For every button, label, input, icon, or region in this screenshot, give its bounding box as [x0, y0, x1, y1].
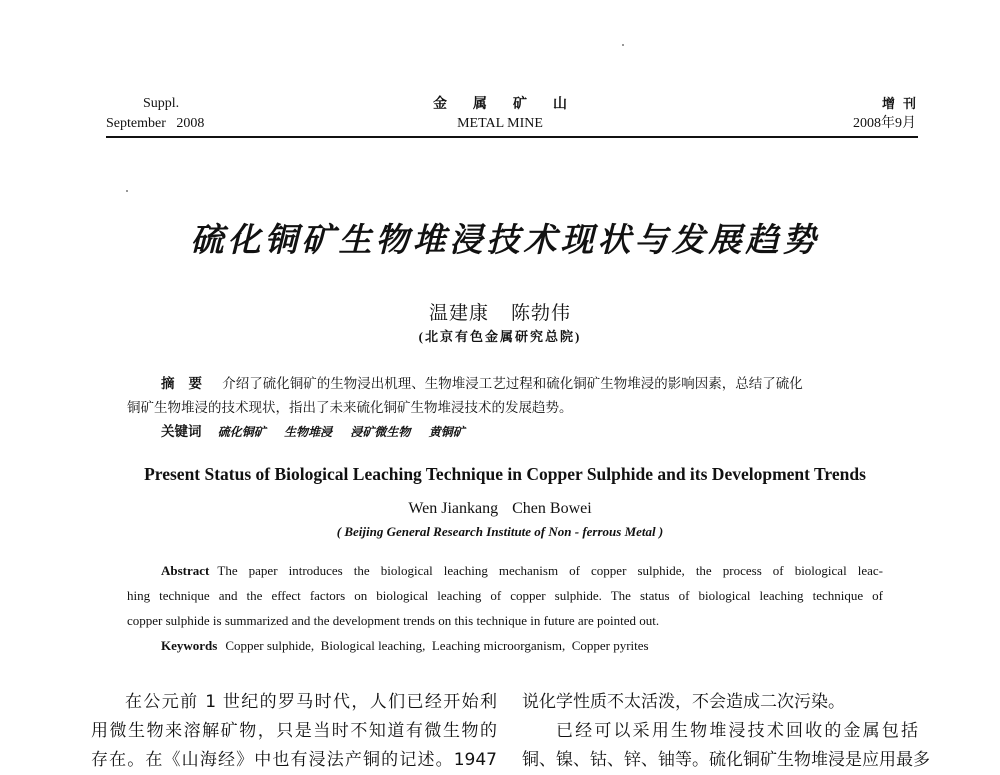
- abstract-en-label: Abstract: [161, 563, 210, 578]
- header-rule: [106, 136, 918, 138]
- keyword-cn: 黄铜矿: [428, 425, 465, 439]
- journal-name-cn: 金属矿山: [433, 96, 593, 112]
- keyword-cn: 浸矿微生物: [350, 425, 411, 439]
- body-line: 在公元前 1 世纪的罗马时代，人们已经开始利: [125, 692, 497, 712]
- article-title-cn: 硫化铜矿生物堆浸技术现状与发展趋势: [190, 220, 820, 259]
- keywords-en-label: Keywords: [161, 638, 218, 653]
- header-date: September 2008: [106, 116, 205, 131]
- header-supplement-cn: 增刊: [881, 96, 924, 111]
- body-line: 存在。在《山海经》中也有浸法产铜的记述。1947: [91, 750, 497, 770]
- abstract-cn-line: 铜矿生物堆浸的技术现状，指出了未来硫化铜矿生物堆浸技术的发展趋势。: [127, 400, 573, 416]
- abstract-en-line: Abstract The paper introduces the biological leaching mechanism of copper sulphide, the process of biological leac-: [161, 563, 883, 578]
- keyword-cn: 硫化铜矿: [217, 425, 266, 439]
- header-supplement: Suppl.: [143, 96, 180, 111]
- body-column-right: [522, 688, 930, 775]
- header-journal: [400, 94, 600, 134]
- body-column-left: [91, 688, 497, 775]
- header-right: [760, 94, 924, 134]
- abstract-cn-line: 介绍了硫化铜矿的生物浸出机理、生物堆浸工艺过程和硫化铜矿生物堆浸的影响因素，总结了硫化: [222, 376, 803, 392]
- keywords-cn: [127, 420, 887, 444]
- author-cn: 陈勃伟: [511, 303, 572, 324]
- affiliation-en: ( Beijing General Research Institute of Non - ferrous Metal ): [336, 524, 664, 539]
- article-title-en: Present Status of Biological Leaching Technique in Copper Sulphide and its Development Trends: [144, 464, 866, 484]
- keywords-en-text: Copper sulphide, Biological leaching, Leaching microorganism, Copper pyrites: [225, 638, 649, 653]
- authors-cn: [380, 298, 620, 325]
- abstract-en-line: copper sulphide is summarized and the development trends on this technique in future are pointed out.: [127, 613, 660, 628]
- keyword-cn: 生物堆浸: [284, 425, 333, 439]
- scan-speck: [622, 44, 624, 46]
- body-line: 用微生物来溶解矿物，只是当时不知道有微生物的: [91, 721, 497, 741]
- author-en: Chen Bowei: [512, 500, 592, 517]
- body-line: 说化学性质不太活泼，不会造成二次污染。: [522, 692, 845, 712]
- body-line: 已经可以采用生物堆浸技术回收的金属包括: [556, 721, 918, 741]
- body-line: 铜、镍、钴、锌、铀等。硫化铜矿生物堆浸是应用最多: [522, 750, 930, 770]
- keywords-cn-label: 关键词: [161, 424, 202, 440]
- scan-speck: [126, 190, 128, 192]
- header-date-cn: 2008年9月: [853, 116, 916, 131]
- abstract-cn: [127, 372, 887, 444]
- abstract-cn-label: 摘要: [161, 376, 216, 392]
- affiliation-cn: (北京有色金属研究总院): [418, 329, 582, 344]
- header-left: [106, 94, 266, 134]
- abstract-en: [127, 558, 883, 658]
- abstract-en-line: hing technique and the effect factors on biological leaching of copper sulphide. The status of biological leaching technique of: [127, 588, 883, 603]
- keywords-en: [127, 633, 883, 658]
- author-cn: 温建康: [428, 303, 489, 324]
- authors-en: [350, 500, 650, 518]
- journal-name-en: METAL MINE: [457, 116, 543, 131]
- author-en: Wen Jiankang: [408, 500, 499, 517]
